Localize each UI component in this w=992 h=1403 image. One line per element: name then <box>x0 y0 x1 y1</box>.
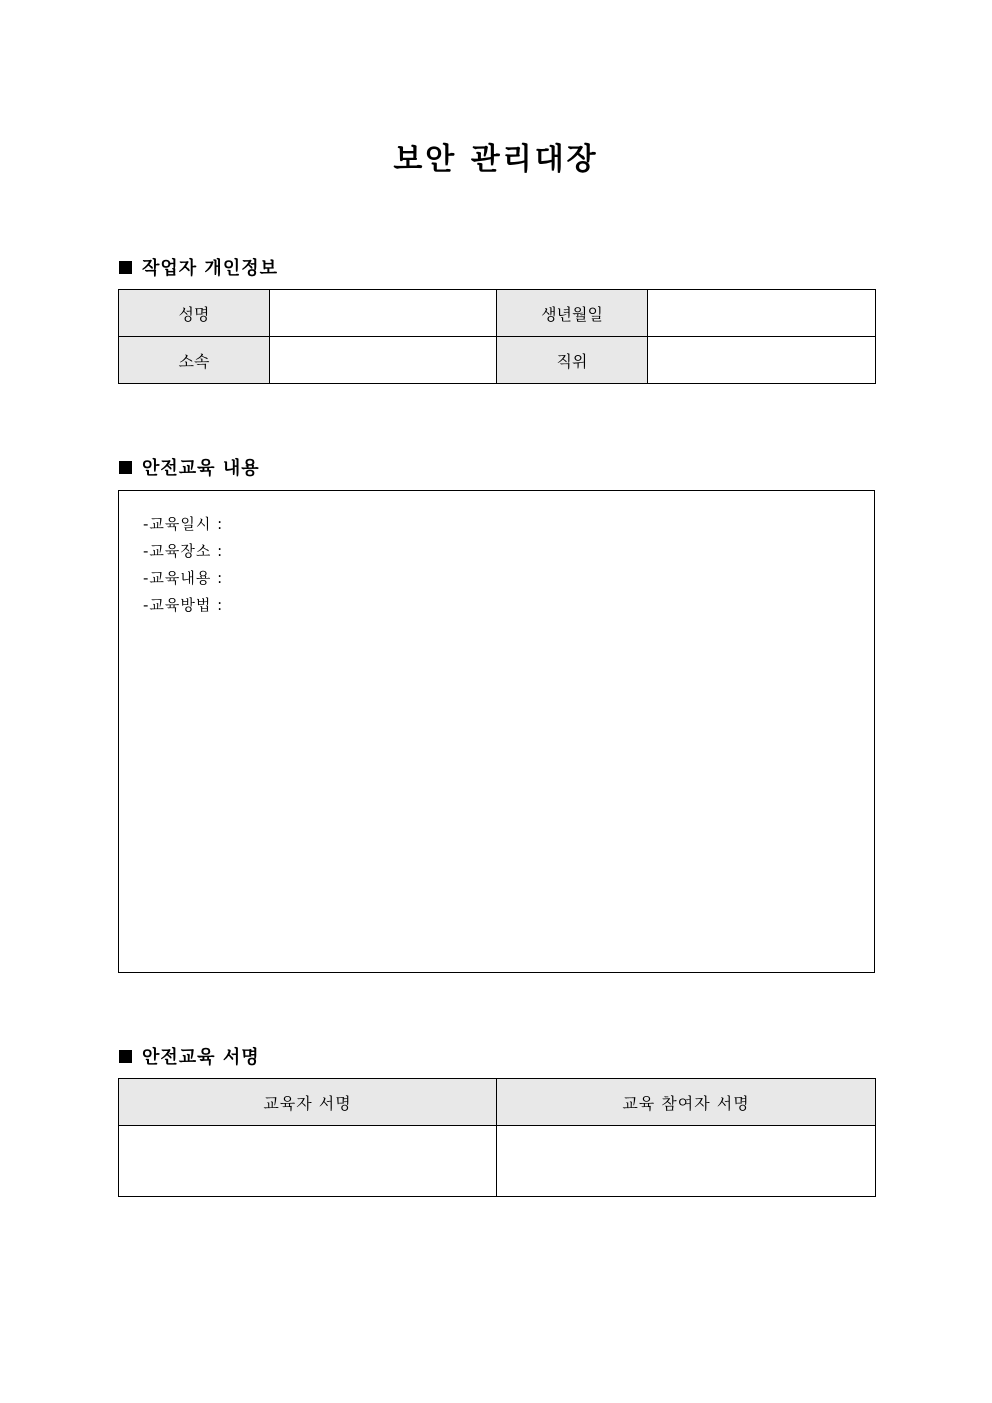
section-heading-training-signature <box>119 1043 260 1069</box>
position-field[interactable] <box>648 337 876 384</box>
table-row <box>119 337 876 384</box>
name-field[interactable] <box>270 290 497 337</box>
training-method-line: -교육방법 : <box>143 596 224 614</box>
position-label: 직위 <box>497 337 648 384</box>
training-content-box[interactable] <box>118 490 875 973</box>
trainer-signature-field[interactable] <box>119 1126 497 1197</box>
section-heading-training-content <box>119 454 260 480</box>
participant-signature-field[interactable] <box>497 1126 876 1197</box>
training-place-line: -교육장소 : <box>143 542 224 560</box>
section-heading-label: 안전교육 내용 <box>142 458 260 479</box>
square-bullet-icon <box>119 1050 132 1063</box>
square-bullet-icon <box>119 461 132 474</box>
section-heading-personal-info <box>119 254 278 280</box>
signature-table <box>118 1078 876 1197</box>
square-bullet-icon <box>119 261 132 274</box>
section-heading-label: 작업자 개인정보 <box>142 258 278 279</box>
participant-signature-label: 교육 참여자 서명 <box>497 1079 876 1126</box>
table-row <box>119 1079 876 1126</box>
page-title: 보안 관리대장 <box>393 142 599 177</box>
personal-info-table <box>118 289 876 384</box>
section-heading-label: 안전교육 서명 <box>142 1047 260 1068</box>
birthdate-field[interactable] <box>648 290 876 337</box>
name-label: 성명 <box>119 290 270 337</box>
affiliation-label: 소속 <box>119 337 270 384</box>
affiliation-field[interactable] <box>270 337 497 384</box>
training-date-line: -교육일시 : <box>143 515 224 533</box>
training-content-line: -교육내용 : <box>143 569 224 587</box>
table-row <box>119 1126 876 1197</box>
birthdate-label: 생년월일 <box>497 290 648 337</box>
trainer-signature-label: 교육자 서명 <box>119 1079 497 1126</box>
table-row <box>119 290 876 337</box>
